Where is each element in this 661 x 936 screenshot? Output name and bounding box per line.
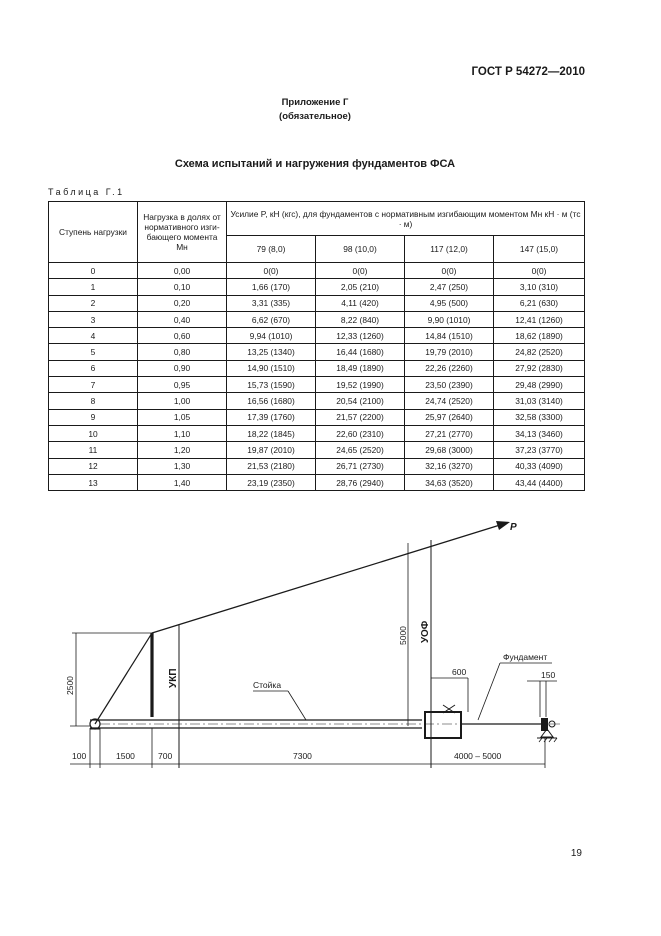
force-cell: 19,52 (1990) bbox=[316, 377, 405, 393]
share-cell: 0,90 bbox=[138, 360, 227, 376]
ukp-label: УКП bbox=[168, 668, 179, 688]
force-cell: 9,90 (1010) bbox=[405, 311, 494, 327]
force-cell: 2,05 (210) bbox=[316, 279, 405, 295]
force-cell: 16,56 (1680) bbox=[227, 393, 316, 409]
share-cell: 0,40 bbox=[138, 311, 227, 327]
col-share-header: Нагрузка в долях от нормативного изги-бающего момента Mн bbox=[138, 202, 227, 263]
table-row bbox=[49, 360, 585, 376]
share-cell: 0,95 bbox=[138, 377, 227, 393]
step-cell: 11 bbox=[49, 442, 138, 458]
force-cell: 23,19 (2350) bbox=[227, 474, 316, 490]
force-cell: 29,68 (3000) bbox=[405, 442, 494, 458]
dim-600-label: 600 bbox=[452, 667, 467, 677]
dim-100-label: 100 bbox=[72, 751, 87, 761]
dim-150-label: 150 bbox=[541, 670, 556, 680]
appendix-subtitle: (обязательное) bbox=[279, 111, 351, 122]
force-cell: 19,87 (2010) bbox=[227, 442, 316, 458]
force-cell: 32,58 (3300) bbox=[494, 409, 585, 425]
force-cell: 18,62 (1890) bbox=[494, 328, 585, 344]
share-cell: 1,00 bbox=[138, 393, 227, 409]
force-label: P bbox=[510, 522, 517, 533]
force-cell: 6,21 (630) bbox=[494, 295, 585, 311]
table-label: Таблица Г.1 bbox=[48, 187, 125, 197]
force-cell: 9,94 (1010) bbox=[227, 328, 316, 344]
share-cell: 0,00 bbox=[138, 263, 227, 279]
table-body bbox=[49, 263, 585, 491]
share-cell: 1,20 bbox=[138, 442, 227, 458]
force-cell: 28,76 (2940) bbox=[316, 474, 405, 490]
dim-4000-5000-label: 4000 – 5000 bbox=[454, 751, 502, 761]
col-step-header: Ступень нагрузки bbox=[49, 202, 138, 263]
table-row bbox=[49, 377, 585, 393]
load-table bbox=[48, 201, 585, 491]
force-cell: 34,63 (3520) bbox=[405, 474, 494, 490]
standard-code: ГОСТ Р 54272—2010 bbox=[471, 66, 585, 78]
step-cell: 8 bbox=[49, 393, 138, 409]
force-arrowhead bbox=[496, 521, 510, 530]
force-cell: 14,84 (1510) bbox=[405, 328, 494, 344]
force-cell: 20,54 (2100) bbox=[316, 393, 405, 409]
table-row bbox=[49, 295, 585, 311]
force-cell: 15,73 (1590) bbox=[227, 377, 316, 393]
table-row bbox=[49, 328, 585, 344]
pillar-label: Стойка bbox=[253, 680, 282, 690]
moment-header: 147 (15,0) bbox=[494, 236, 585, 263]
table-row bbox=[49, 344, 585, 360]
force-cell: 27,21 (2770) bbox=[405, 425, 494, 441]
force-cell: 24,65 (2520) bbox=[316, 442, 405, 458]
force-cell: 4,95 (500) bbox=[405, 295, 494, 311]
table-row bbox=[49, 393, 585, 409]
force-cell: 27,92 (2830) bbox=[494, 360, 585, 376]
support-hatch bbox=[544, 738, 547, 742]
force-cell: 12,41 (1260) bbox=[494, 311, 585, 327]
force-cell: 22,60 (2310) bbox=[316, 425, 405, 441]
force-cell: 18,22 (1845) bbox=[227, 425, 316, 441]
force-cell: 0(0) bbox=[494, 263, 585, 279]
foundation-box bbox=[425, 712, 461, 738]
force-cell: 21,53 (2180) bbox=[227, 458, 316, 474]
force-cell: 0(0) bbox=[405, 263, 494, 279]
share-cell: 0,20 bbox=[138, 295, 227, 311]
step-cell: 9 bbox=[49, 409, 138, 425]
foundation-label: Фундамент bbox=[503, 652, 548, 662]
appendix-title: Приложение Г bbox=[281, 97, 349, 108]
step-cell: 0 bbox=[49, 263, 138, 279]
force-cell: 3,31 (335) bbox=[227, 295, 316, 311]
step-cell: 13 bbox=[49, 474, 138, 490]
moment-header: 117 (12,0) bbox=[405, 236, 494, 263]
step-cell: 3 bbox=[49, 311, 138, 327]
dim-1500-label: 1500 bbox=[116, 751, 135, 761]
share-cell: 0,60 bbox=[138, 328, 227, 344]
force-cell: 14,90 (1510) bbox=[227, 360, 316, 376]
force-cell: 32,16 (3270) bbox=[405, 458, 494, 474]
force-cell: 24,82 (2520) bbox=[494, 344, 585, 360]
force-cell: 4,11 (420) bbox=[316, 295, 405, 311]
force-cell: 13,25 (1340) bbox=[227, 344, 316, 360]
page-number: 19 bbox=[570, 848, 582, 859]
force-cell: 12,33 (1260) bbox=[316, 328, 405, 344]
dim-700-label: 700 bbox=[158, 751, 173, 761]
share-cell: 1,30 bbox=[138, 458, 227, 474]
pillar-leader bbox=[288, 691, 306, 720]
dim-2500-label: 2500 bbox=[65, 676, 75, 695]
force-cell: 25,97 (2640) bbox=[405, 409, 494, 425]
table-row bbox=[49, 474, 585, 490]
uof-label: УОФ bbox=[420, 620, 431, 643]
table-row bbox=[49, 442, 585, 458]
force-cell: 0(0) bbox=[227, 263, 316, 279]
force-line bbox=[152, 525, 500, 633]
table-row bbox=[49, 311, 585, 327]
force-cell: 43,44 (4400) bbox=[494, 474, 585, 490]
force-cell: 21,57 (2200) bbox=[316, 409, 405, 425]
force-cell: 26,71 (2730) bbox=[316, 458, 405, 474]
force-cell: 22,26 (2260) bbox=[405, 360, 494, 376]
table-row bbox=[49, 458, 585, 474]
force-cell: 16,44 (1680) bbox=[316, 344, 405, 360]
step-cell: 2 bbox=[49, 295, 138, 311]
force-cell: 0(0) bbox=[316, 263, 405, 279]
scheme-title: Схема испытаний и нагружения фундаментов ФСА bbox=[174, 158, 456, 170]
table-row bbox=[49, 279, 585, 295]
dim-7300-label: 7300 bbox=[293, 751, 312, 761]
step-cell: 1 bbox=[49, 279, 138, 295]
share-cell: 1,05 bbox=[138, 409, 227, 425]
force-cell: 2,47 (250) bbox=[405, 279, 494, 295]
share-cell: 1,40 bbox=[138, 474, 227, 490]
step-cell: 4 bbox=[49, 328, 138, 344]
step-cell: 12 bbox=[49, 458, 138, 474]
share-cell: 1,10 bbox=[138, 425, 227, 441]
step-cell: 5 bbox=[49, 344, 138, 360]
force-cell: 18,49 (1890) bbox=[316, 360, 405, 376]
col-force-header: Усилие P, кН (кгс), для фундаментов с нормативным изгибающим моментом Mн кН · м (тс · м) bbox=[227, 202, 585, 236]
support-hatch bbox=[539, 738, 542, 742]
force-cell: 24,74 (2520) bbox=[405, 393, 494, 409]
step-cell: 6 bbox=[49, 360, 138, 376]
dim-5000-label: 5000 bbox=[398, 626, 408, 645]
force-cell: 17,39 (1760) bbox=[227, 409, 316, 425]
support-hatch bbox=[554, 738, 557, 742]
force-cell: 37,23 (3770) bbox=[494, 442, 585, 458]
force-cell: 31,03 (3140) bbox=[494, 393, 585, 409]
table-row bbox=[49, 425, 585, 441]
foundation-leader bbox=[478, 663, 500, 720]
force-cell: 6,62 (670) bbox=[227, 311, 316, 327]
force-cell: 8,22 (840) bbox=[316, 311, 405, 327]
step-cell: 7 bbox=[49, 377, 138, 393]
strut-line bbox=[95, 633, 152, 724]
test-scheme-diagram bbox=[0, 505, 661, 775]
force-cell: 3,10 (310) bbox=[494, 279, 585, 295]
force-cell: 23,50 (2390) bbox=[405, 377, 494, 393]
step-cell: 10 bbox=[49, 425, 138, 441]
moment-header: 98 (10,0) bbox=[316, 236, 405, 263]
force-cell: 29,48 (2990) bbox=[494, 377, 585, 393]
share-cell: 0,10 bbox=[138, 279, 227, 295]
force-cell: 19,79 (2010) bbox=[405, 344, 494, 360]
moment-header: 79 (8,0) bbox=[227, 236, 316, 263]
table-row bbox=[49, 409, 585, 425]
force-cell: 1,66 (170) bbox=[227, 279, 316, 295]
table-row bbox=[49, 263, 585, 279]
share-cell: 0,80 bbox=[138, 344, 227, 360]
force-cell: 40,33 (4090) bbox=[494, 458, 585, 474]
force-cell: 34,13 (3460) bbox=[494, 425, 585, 441]
appendix-heading bbox=[0, 96, 630, 124]
support-hatch bbox=[549, 738, 552, 742]
